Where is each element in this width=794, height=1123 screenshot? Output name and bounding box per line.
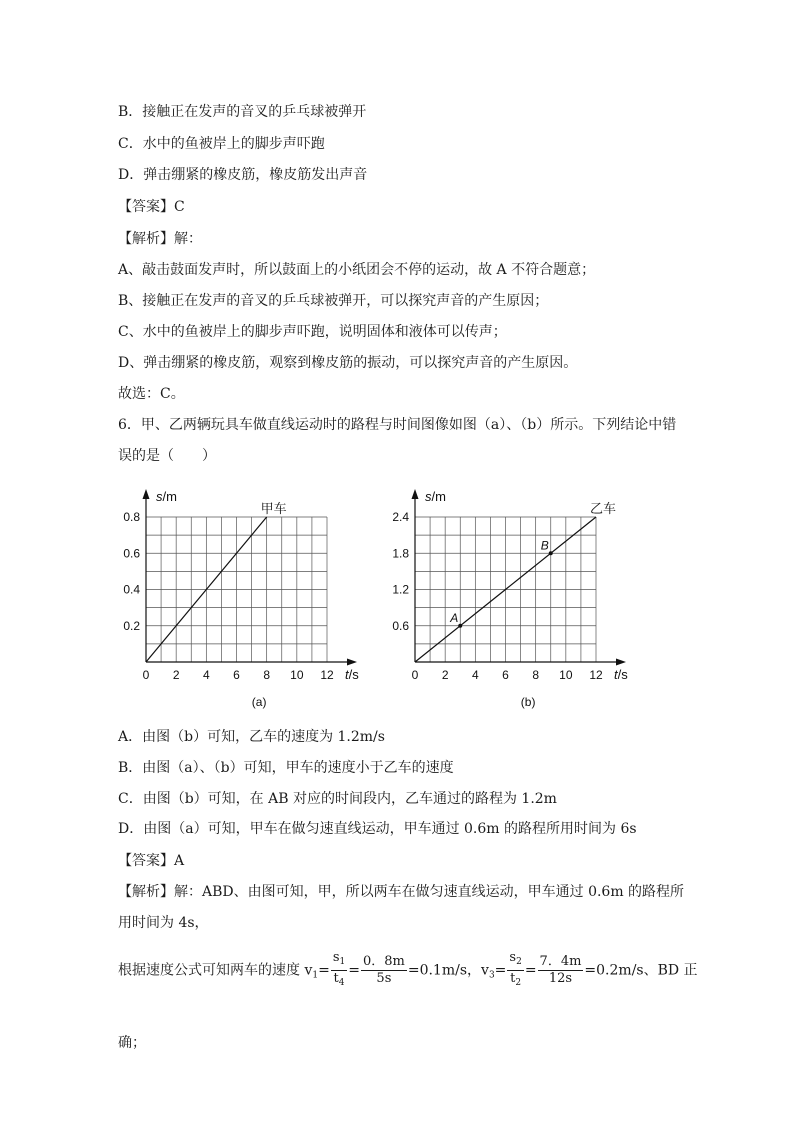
series-label: 甲车 (260, 501, 287, 516)
y-axis-arrow (143, 489, 150, 499)
fraction-08m-5s: $\frac{0.8m}{5s}$ (362, 954, 405, 986)
fraction-s1-t4: $\frac{s_1}{t_4}$ (332, 950, 346, 988)
y-axis-arrow (412, 489, 419, 499)
chart-caption: (a) (251, 695, 267, 709)
x-tick-label: 4 (202, 668, 210, 682)
x-tick-label: 6 (502, 668, 509, 682)
data-point (549, 551, 553, 555)
x-tick-label: 12 (320, 668, 334, 682)
x-axis-label: t/s (614, 667, 628, 682)
x-tick-label: 4 (471, 668, 479, 682)
option-6c: C．由图（b）可知，在 AB 对应的时间段内，乙车通过的路程为 1.2m (118, 791, 557, 807)
prev-analysis-a: A、敲击鼓面发声时，所以鼓面上的小纸团会不停的运动，故 A 不符合题意； (118, 262, 596, 278)
y-tick-label: 0.8 (123, 510, 140, 524)
x-tick-label: 0 (411, 668, 419, 682)
x-axis-arrow (347, 659, 357, 666)
velocity-formula: 根据速度公式可知两车的速度 $v_1=$ $\frac{s_1}{t_4}$ = $\frac{0.8m}{5s}$ =0.1m/s，$v_3=$ $\frac{s_2}{t_2}$ = $\frac{7.4m}{12s}$ =0.2m/s、BD 正 (118, 950, 698, 993)
chart-b (390, 476, 630, 716)
analysis-6-line1: 【解析】解：ABD、由图可知，甲，所以两车在做匀速直线运动，甲车通过 0.6m 的路程所 (118, 884, 685, 900)
y-tick-label: 0.6 (392, 618, 409, 633)
y-tick-label: 0.4 (123, 582, 140, 597)
data-point (458, 624, 462, 628)
fraction-s2-t2: $\frac{s_2}{t_2}$ (509, 950, 522, 988)
x-tick-label: 2 (441, 668, 449, 682)
prev-option-d: D．弹击绷紧的橡皮筋，橡皮筋发出声音 (118, 167, 368, 183)
y-tick-label: 2.4 (392, 510, 409, 524)
chart-caption: (b) (520, 695, 536, 709)
y-axis-label: s/m (156, 489, 177, 504)
x-tick-label: 10 (559, 668, 573, 682)
prev-answer: 【答案】C (118, 199, 185, 215)
point-label: B (540, 538, 549, 553)
y-tick-label: 0.2 (123, 618, 140, 633)
x-axis-arrow (616, 659, 626, 666)
analysis-6-line2: 用时间为 4s， (118, 915, 209, 931)
x-tick-label: 6 (233, 668, 240, 682)
point-label: A (450, 610, 459, 625)
series-label: 乙车 (590, 501, 617, 516)
x-tick-label: 12 (589, 668, 603, 682)
fraction-74m-12s: $\frac{7.4m}{12s}$ (539, 954, 582, 986)
option-6d: D．由图（a）可知，甲车在做匀速直线运动，甲车通过 0.6m 的路程所用时间为 6s (118, 821, 637, 837)
prev-analysis-b: B、接触正在发声的音叉的乒乓球被弹开，可以探究声音的产生原因； (118, 293, 549, 309)
option-6a: A．由图（b）可知，乙车的速度为 1.2m/s (118, 729, 385, 745)
x-tick-label: 0 (142, 668, 150, 682)
x-tick-label: 8 (263, 668, 271, 682)
question-6-line2: 误的是（ ） (118, 448, 216, 464)
x-tick-label: 8 (532, 668, 540, 682)
y-tick-label: 1.2 (392, 582, 409, 597)
x-tick-label: 2 (172, 668, 180, 682)
chart-a (118, 476, 359, 716)
option-6b: B．由图（a）、（b）可知，甲车的速度小于乙车的速度 (118, 760, 454, 776)
y-axis-label: s/m (425, 489, 446, 504)
prev-conclusion: 故选：C。 (118, 386, 185, 402)
analysis-6-line4: 确； (118, 1035, 146, 1051)
prev-analysis-d: D、弹击绷紧的橡皮筋，观察到橡皮筋的振动，可以探究声音的产生原因。 (118, 355, 578, 371)
x-tick-label: 10 (290, 668, 304, 682)
x-axis-label: t/s (345, 667, 359, 682)
y-tick-label: 0.6 (123, 546, 140, 561)
answer-6: 【答案】A (118, 853, 185, 869)
prev-option-c: C．水中的鱼被岸上的脚步声吓跑 (118, 136, 325, 152)
prev-analysis-c: C、水中的鱼被岸上的脚步声吓跑，说明固体和液体可以传声； (118, 324, 507, 340)
y-tick-label: 1.8 (392, 546, 409, 561)
question-6-line1: 6．甲、乙两辆玩具车做直线运动时的路程与时间图像如图（a）、（b）所示。下列结论中错 (118, 417, 677, 433)
prev-option-b: B．接触正在发声的音叉的乒乓球被弹开 (118, 104, 367, 120)
prev-analysis-head: 【解析】解： (118, 231, 202, 247)
